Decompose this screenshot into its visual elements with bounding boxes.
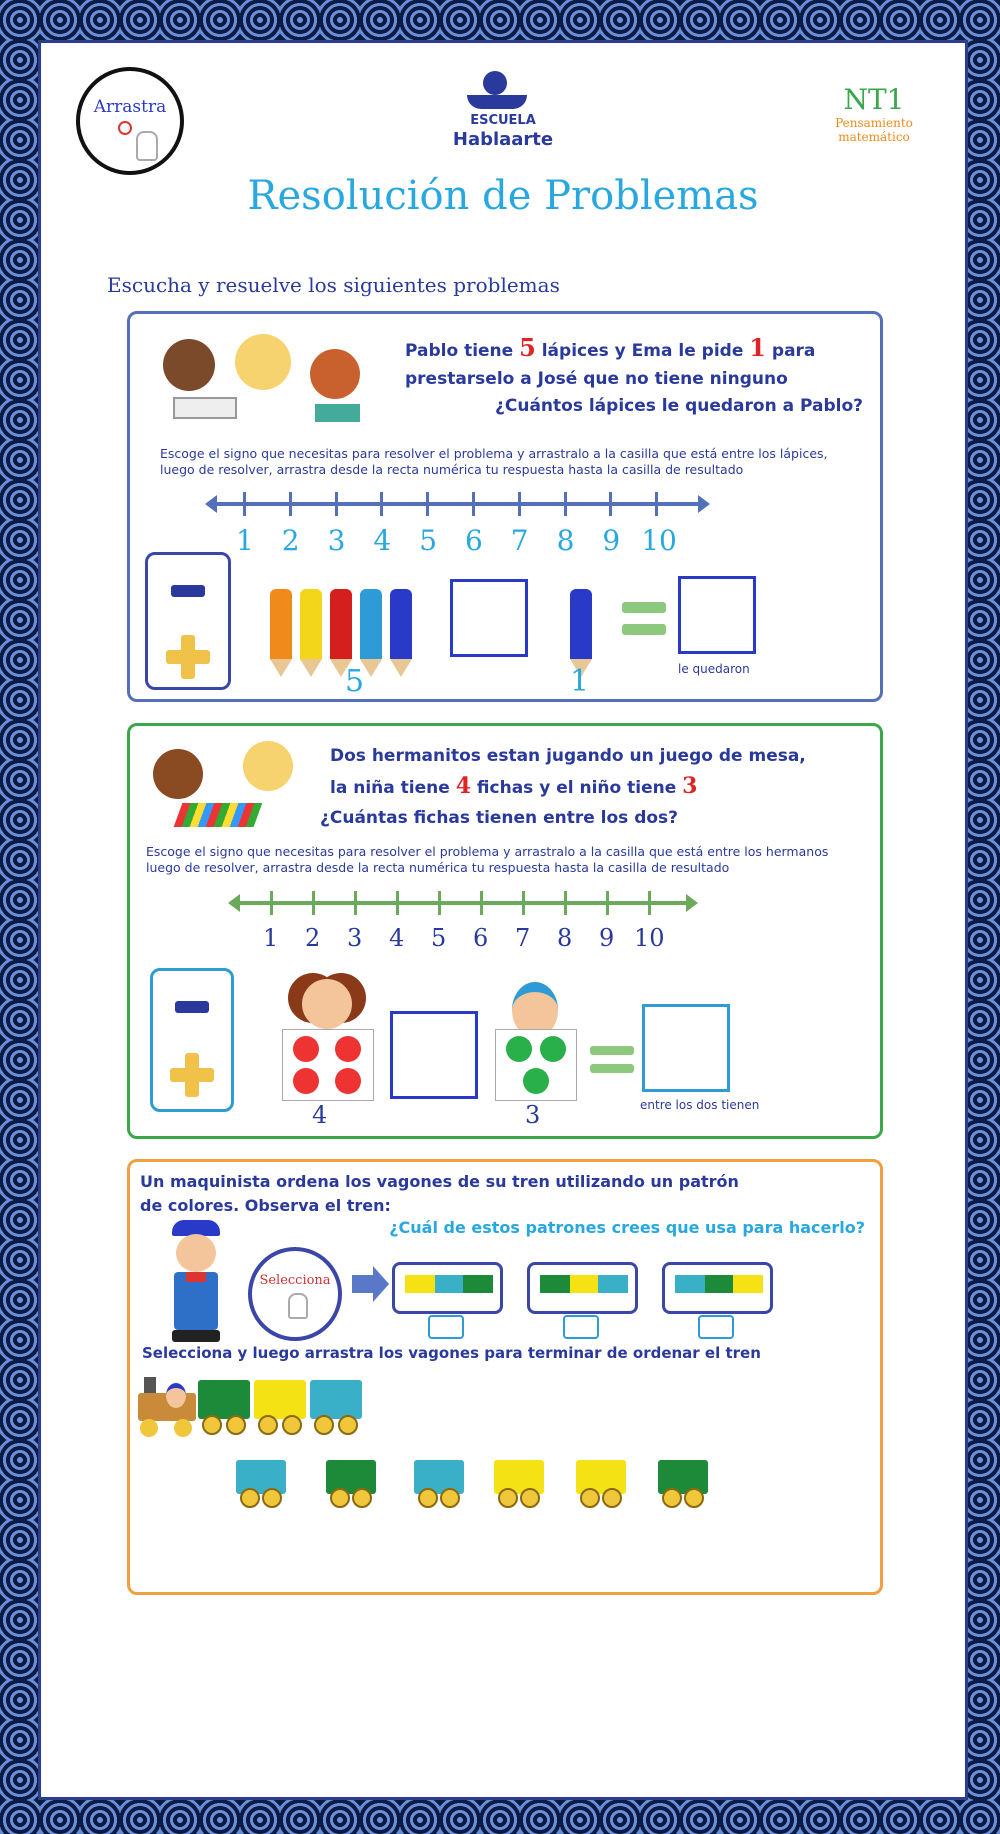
problem3-panel [127, 1159, 883, 1595]
number-line-tick [606, 891, 609, 915]
number-line-tick [396, 891, 399, 915]
green-chip [540, 1036, 566, 1062]
problem1-number-line [215, 502, 700, 506]
green-block [705, 1275, 735, 1293]
number-line-tick [243, 492, 246, 516]
plus-sign[interactable] [170, 1053, 214, 1097]
arrow-left-icon [228, 894, 240, 912]
problem2-statement [330, 741, 865, 803]
driver-face [176, 1234, 216, 1272]
problem1-result-label: le quedaron [678, 662, 750, 676]
number-line-tick [648, 891, 651, 915]
number-line-number-6[interactable]: 6 [473, 924, 489, 952]
green-chip [506, 1036, 532, 1062]
driver-face [166, 1383, 186, 1408]
problem1-sign-drop-box[interactable] [450, 579, 528, 657]
yellow-block [570, 1275, 600, 1293]
cyan-block [435, 1275, 465, 1293]
problem1-panel [127, 311, 883, 702]
minus-sign[interactable] [171, 585, 205, 597]
pattern-option-1-select[interactable] [428, 1315, 464, 1339]
number-line-number-2[interactable]: 2 [305, 924, 321, 952]
wheel [140, 1419, 158, 1437]
number-line-number-8[interactable]: 8 [556, 524, 575, 557]
problem2-text-b: fichas y el niño tiene [471, 778, 683, 798]
yellow-block [405, 1275, 435, 1293]
number-line-tick [480, 891, 483, 915]
problem1-number-a: 5 [519, 333, 536, 362]
problem1-text-c: para [765, 341, 816, 361]
school-top-label: ESCUELA [470, 113, 536, 128]
problem1-statement [405, 334, 865, 393]
arrow-right-icon [686, 894, 698, 912]
green-chip [523, 1068, 549, 1094]
hand-pointer-icon [136, 131, 158, 161]
green-block [463, 1275, 493, 1293]
wheel [174, 1419, 192, 1437]
problem3-statement [140, 1170, 870, 1218]
red-chip [335, 1036, 361, 1062]
girl-chips-card [282, 1029, 374, 1101]
arrow-right-icon [373, 1266, 389, 1302]
green-block [540, 1275, 570, 1293]
pencil-yellow[interactable] [300, 589, 322, 659]
number-line-number-6[interactable]: 6 [465, 524, 483, 557]
locomotive [138, 1377, 196, 1437]
drag-badge-label: Arrastra [93, 97, 167, 117]
problem2-line1: Dos hermanitos estan jugando un juego de mesa, [330, 746, 806, 766]
problem3-question: ¿Cuál de estos patrones crees que usa para hacerlo? [389, 1218, 865, 1237]
number-line-tick [270, 891, 273, 915]
subject-line1: Pensamiento [835, 116, 913, 130]
pencil-blue[interactable] [360, 589, 382, 659]
draggable-wagon-green[interactable] [658, 1460, 708, 1508]
draggable-wagon-green[interactable] [326, 1460, 376, 1508]
number-line-number-4[interactable]: 4 [373, 524, 392, 557]
draggable-wagon-cyan[interactable] [414, 1460, 464, 1508]
hand-pointer-icon [288, 1293, 308, 1319]
arrow-left-icon [205, 495, 217, 513]
number-line-number-4[interactable]: 4 [389, 924, 405, 952]
drag-badge [76, 67, 184, 175]
boy-face [163, 339, 215, 391]
problem2-result-label: entre los dos tienen [640, 1098, 760, 1112]
girl-face [153, 749, 203, 799]
page-subtitle: Escucha y resuelve los siguientes problemas [107, 273, 560, 297]
problem2-number-line [238, 901, 688, 905]
number-line-tick [289, 492, 292, 516]
number-line-number-8[interactable]: 8 [557, 924, 573, 952]
pattern-option-2[interactable] [527, 1262, 638, 1314]
problem1-instruction [160, 446, 850, 478]
boy-face [243, 741, 293, 791]
boy-face [310, 349, 360, 399]
boy-chips-card [495, 1029, 577, 1101]
problem2-instruction-line2: luego de resolver, arrastra desde la recta numérica tu respuesta hasta la casilla de resultado [146, 860, 730, 875]
children-illustration [155, 329, 375, 429]
problem2-number-a: 4 [455, 773, 471, 799]
problem2-result-box[interactable] [642, 1004, 730, 1092]
hand-pointer-icon [118, 121, 132, 135]
book-icon [173, 397, 237, 419]
red-chip [293, 1068, 319, 1094]
book-icon [315, 404, 360, 422]
problem1-right-count: 1 [570, 664, 590, 699]
problem3-line1: Un maquinista ordena los vagones de su tren utilizando un patrón [140, 1172, 739, 1191]
subject-line2: matemático [838, 130, 910, 144]
number-line-tick [609, 492, 612, 516]
draggable-wagon-yellow[interactable] [494, 1460, 544, 1508]
problem2-sign-drop-box[interactable] [390, 1011, 478, 1099]
problem1-left-count: 5 [345, 664, 365, 699]
number-line-tick [312, 891, 315, 915]
number-line-tick [438, 891, 441, 915]
girl-face [302, 979, 352, 1029]
number-line-number-7[interactable]: 7 [510, 524, 529, 557]
driver-scarf [186, 1272, 206, 1282]
problem2-instruction-line1: Escoge el signo que necesitas para resolver el problema y arrastralo a la casilla que está entre los hermanos [146, 844, 829, 859]
siblings-illustration [148, 741, 298, 831]
book-reader-icon [483, 71, 507, 95]
train-driver-illustration [168, 1220, 224, 1350]
problem2-panel [127, 723, 883, 1139]
problem1-number-b: 1 [749, 333, 766, 362]
select-badge [248, 1247, 342, 1341]
problem2-instruction [146, 844, 866, 876]
number-line-tick [522, 891, 525, 915]
number-line-tick [380, 492, 383, 516]
number-line-number-5[interactable]: 5 [419, 524, 438, 557]
equals-sign [590, 1046, 634, 1080]
number-line-tick [655, 492, 658, 516]
plus-sign[interactable] [166, 635, 210, 679]
problem1-sign-box [145, 552, 231, 690]
problem2-left-count: 4 [312, 1101, 328, 1129]
number-line-tick [472, 492, 475, 516]
problem3-line2: de colores. Observa el tren: [140, 1196, 391, 1215]
problem1-result-box[interactable] [678, 576, 756, 654]
level-badge [819, 83, 929, 144]
number-line-number-9[interactable]: 9 [602, 524, 621, 557]
number-line-number-10[interactable]: 10 [641, 524, 677, 557]
problem1-text-b: lápices y Ema le pide [535, 341, 750, 361]
board-game-icon [174, 803, 263, 827]
arrow-right-icon [698, 495, 710, 513]
cyan-block [598, 1275, 628, 1293]
school-name-label: Hablaarte [452, 129, 554, 150]
pattern-option-2-select[interactable] [563, 1315, 599, 1339]
train-wagon-cyan [310, 1380, 362, 1435]
number-line-number-3[interactable]: 3 [347, 924, 363, 952]
number-line-number-9[interactable]: 9 [599, 924, 615, 952]
book-icon [467, 95, 527, 109]
cyan-block [675, 1275, 705, 1293]
minus-sign[interactable] [175, 1001, 209, 1013]
draggable-wagon-yellow[interactable] [576, 1460, 626, 1508]
pencil-orange[interactable] [270, 589, 292, 659]
number-line-number-3[interactable]: 3 [327, 524, 346, 557]
level-label: NT1 [843, 83, 905, 116]
yellow-block [733, 1275, 763, 1293]
worksheet [38, 40, 968, 1800]
train-wagon-yellow [254, 1380, 306, 1435]
girl-face [235, 334, 291, 390]
train-wagon-green [198, 1380, 250, 1435]
number-line-tick [518, 492, 521, 516]
problem1-instruction-line2: luego de resolver, arrastra desde la recta numérica tu respuesta hasta la casilla de resultado [160, 462, 744, 477]
number-line-number-7[interactable]: 7 [515, 924, 531, 952]
number-line-number-10[interactable]: 10 [634, 924, 665, 952]
equals-sign [622, 602, 666, 636]
problem2-right-count: 3 [525, 1101, 541, 1129]
red-chip [293, 1036, 319, 1062]
problem1-question: ¿Cuántos lápices le quedaron a Pablo? [495, 396, 863, 416]
pencil-red[interactable] [330, 589, 352, 659]
number-line-tick [354, 891, 357, 915]
driver-boots [172, 1330, 220, 1342]
school-logo [413, 71, 593, 161]
pencil-single[interactable] [570, 589, 592, 659]
problem1-instruction-line1: Escoge el signo que necesitas para resolver el problema y arrastralo a la casilla que está entre los lápices, [160, 446, 828, 461]
problem1-line2: prestarselo a José que no tiene ninguno [405, 369, 788, 389]
problem2-sign-box [150, 968, 234, 1112]
problem3-instruction: Selecciona y luego arrastra los vagones para terminar de ordenar el tren [142, 1344, 761, 1362]
number-line-number-1[interactable]: 1 [263, 924, 279, 952]
number-line-tick [564, 891, 567, 915]
pattern-option-3-select[interactable] [698, 1315, 734, 1339]
problem1-text-a: Pablo tiene [405, 341, 520, 361]
pattern-option-1[interactable] [392, 1262, 503, 1314]
problem2-question: ¿Cuántas fichas tienen entre los dos? [320, 808, 679, 828]
pencil-navy[interactable] [390, 589, 412, 659]
problem2-text-a: la niña tiene [330, 778, 456, 798]
pattern-option-3[interactable] [662, 1262, 773, 1314]
number-line-number-2[interactable]: 2 [281, 524, 300, 557]
number-line-tick [426, 492, 429, 516]
number-line-number-1[interactable]: 1 [236, 524, 254, 557]
select-badge-label: Selecciona [259, 1273, 331, 1288]
arrow-right-icon [352, 1275, 374, 1293]
number-line-number-5[interactable]: 5 [431, 924, 447, 952]
number-line-tick [335, 492, 338, 516]
page-title: Resolución de Problemas [247, 173, 759, 219]
draggable-wagon-cyan[interactable] [236, 1460, 286, 1508]
problem2-number-b: 3 [682, 773, 698, 799]
red-chip [335, 1068, 361, 1094]
number-line-tick [564, 492, 567, 516]
